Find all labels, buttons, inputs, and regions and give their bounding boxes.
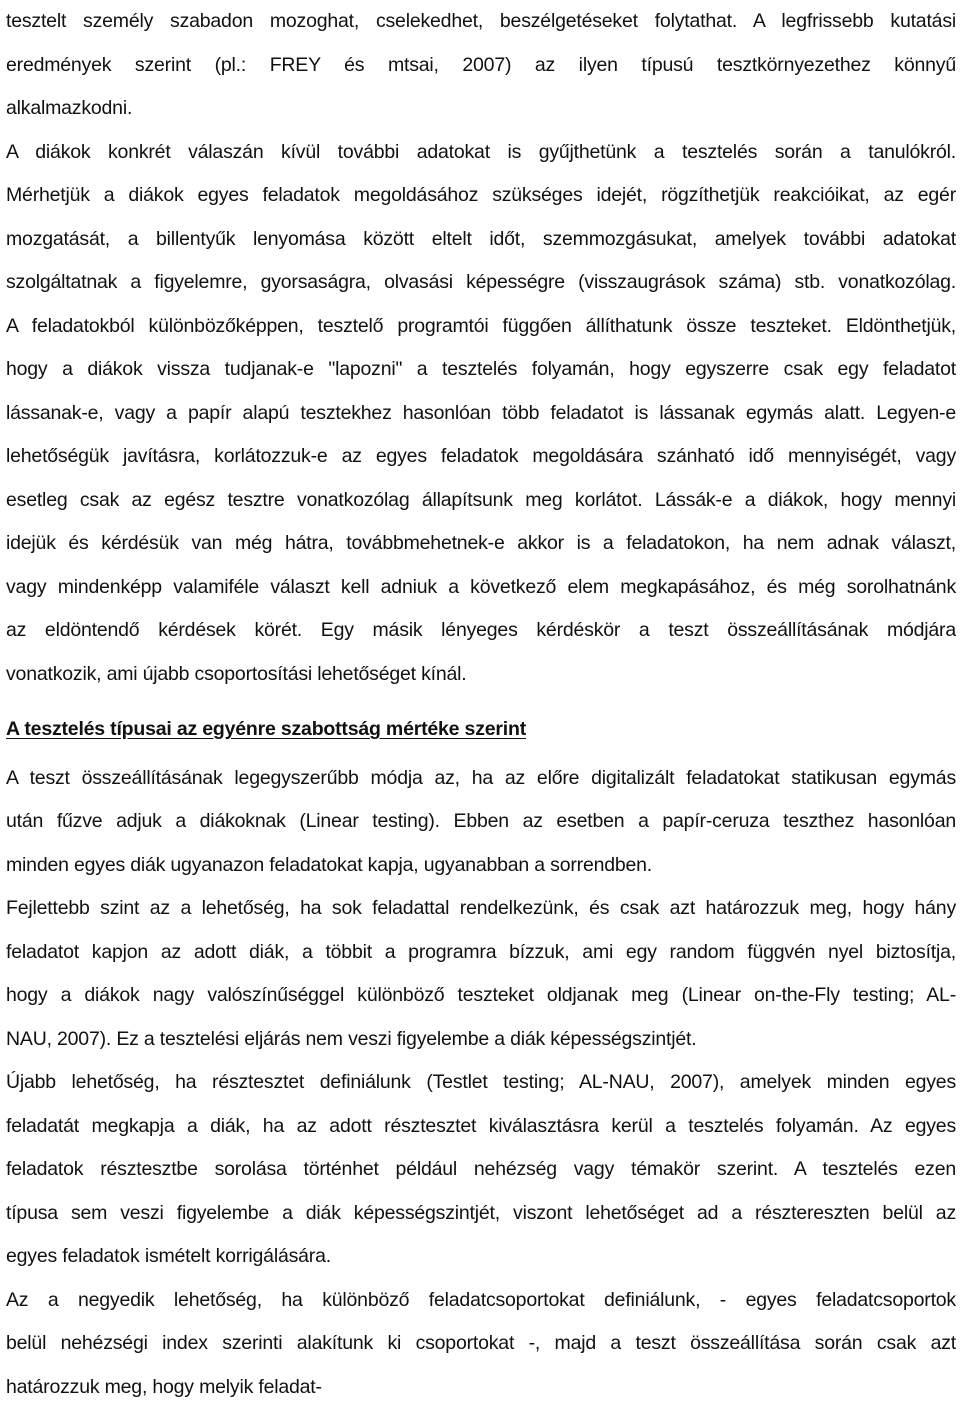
paragraph-on-the-fly [6, 887, 956, 1061]
paragraph-groups [6, 1279, 956, 1409]
section-heading: A tesztelés típusai az egyénre szabottság mértéke szerint [6, 708, 956, 752]
text-line: Mérhetjük a diákok egyes feladatok megoldásához szükséges idejét, rögzíthetjük reakcióikat, az egér [6, 174, 956, 218]
text-line: idejük és kérdésük van még hátra, továbbmehetnek-e akkor is a feladatokon, ha nem adnak választ, [6, 522, 956, 566]
text-line: vagy mindenképp valamiféle választ kell adniuk a következő elem megkapásához, és még sorolhatnánk [6, 566, 956, 610]
text-line: feladatot kapjon az adott diák, a többit a programra bízzuk, ami egy random függvén nyel biztosítja, [6, 931, 956, 975]
text-line: tesztelt személy szabadon mozoghat, cselekedhet, beszélgetéseket folytathat. A legfrissebb kutatási [6, 0, 956, 44]
text-line: szolgáltatnak a figyelemre, gyorsaságra, olvasási képességre (visszaugrások száma) stb. vonatkozólag. [6, 261, 956, 305]
text-line: után fűzve adjuk a diákoknak (Linear testing). Ebben az esetben a papír-ceruza teszthez hasonlóan [6, 800, 956, 844]
text-line: mozgatását, a billentyűk lenyomása között eltelt időt, szemmozgásukat, amelyek további adatokat [6, 218, 956, 262]
text-line: alkalmazkodni. [6, 87, 956, 131]
text-line: feladatát megkapja a diák, ha az adott résztesztet kiválasztásra kerül a tesztelés folyamán. Az egyes [6, 1105, 956, 1149]
text-line: feladatok résztesztbe sorolása történhet például nehézség vagy témakör szerint. A tesztelés ezen [6, 1148, 956, 1192]
paragraph-data-collection [6, 131, 956, 697]
text-line: Újabb lehetőség, ha résztesztet definiálunk (Testlet testing; AL-NAU, 2007), amelyek minden egyes [6, 1061, 956, 1105]
text-line: A diákok konkrét válaszán kívül további adatokat is gyűjthetünk a tesztelés során a tanulókról. [6, 131, 956, 175]
paragraph-testlet [6, 1061, 956, 1279]
text-line: belül nehézségi index szerinti alakítunk ki csoportokat -, majd a teszt összeállítása során csak azt [6, 1322, 956, 1366]
text-line: az eldöntendő kérdések körét. Egy másik lényeges kérdéskör a teszt összeállításának módjára [6, 609, 956, 653]
text-line: esetleg csak az egész tesztre vonatkozólag állapítsunk meg korlátot. Lássák-e a diákok, hogy mennyi [6, 479, 956, 523]
text-line: Fejlettebb szint az a lehetőség, ha sok feladattal rendelkezünk, és csak azt határozzuk meg, hogy hány [6, 887, 956, 931]
text-line: határozzuk meg, hogy melyik feladat- [6, 1366, 956, 1409]
paragraph-linear-testing [6, 757, 956, 888]
text-line: egyes feladatok ismételt korrigálására. [6, 1235, 956, 1279]
paragraph-intro [6, 0, 956, 131]
text-line: NAU, 2007). Ez a tesztelési eljárás nem veszi figyelembe a diák képességszintjét. [6, 1018, 956, 1062]
text-line: Az a negyedik lehetőség, ha különböző feladatcsoportokat definiálunk, - egyes feladatcsoportok [6, 1279, 956, 1323]
text-line: A teszt összeállításának legegyszerűbb módja az, ha az előre digitalizált feladatokat statikusan egymás [6, 757, 956, 801]
text-line: lássanak-e, vagy a papír alapú tesztekhez hasonlóan több feladatot is lássanak egymás alatt. Legyen-e [6, 392, 956, 436]
text-line: vonatkozik, ami újabb csoportosítási lehetőséget kínál. [6, 653, 956, 697]
text-line: eredmények szerint (pl.: FREY és mtsai, 2007) az ilyen típusú tesztkörnyezethez könnyű [6, 44, 956, 88]
text-line: hogy a diákok vissza tudjanak-e "lapozni" a tesztelés folyamán, hogy egyszerre csak egy feladatot [6, 348, 956, 392]
text-line: típusa sem veszi figyelembe a diák képességszintjét, viszont lehetőséget ad a résztereszten belül az [6, 1192, 956, 1236]
text-line: A feladatokból különbözőképpen, tesztelő programtói függően állíthatunk össze teszteket. Eldönthetjük, [6, 305, 956, 349]
text-line: hogy a diákok nagy valószínűséggel különböző teszteket oldjanak meg (Linear on-the-Fly testing; AL- [6, 974, 956, 1018]
text-line: lehetőségük javításra, korlátozzuk-e az egyes feladatok megoldására szánható idő mennyiségét, vagy [6, 435, 956, 479]
document-page [6, 0, 956, 1409]
text-line: minden egyes diák ugyanazon feladatokat kapja, ugyanabban a sorrendben. [6, 844, 956, 888]
